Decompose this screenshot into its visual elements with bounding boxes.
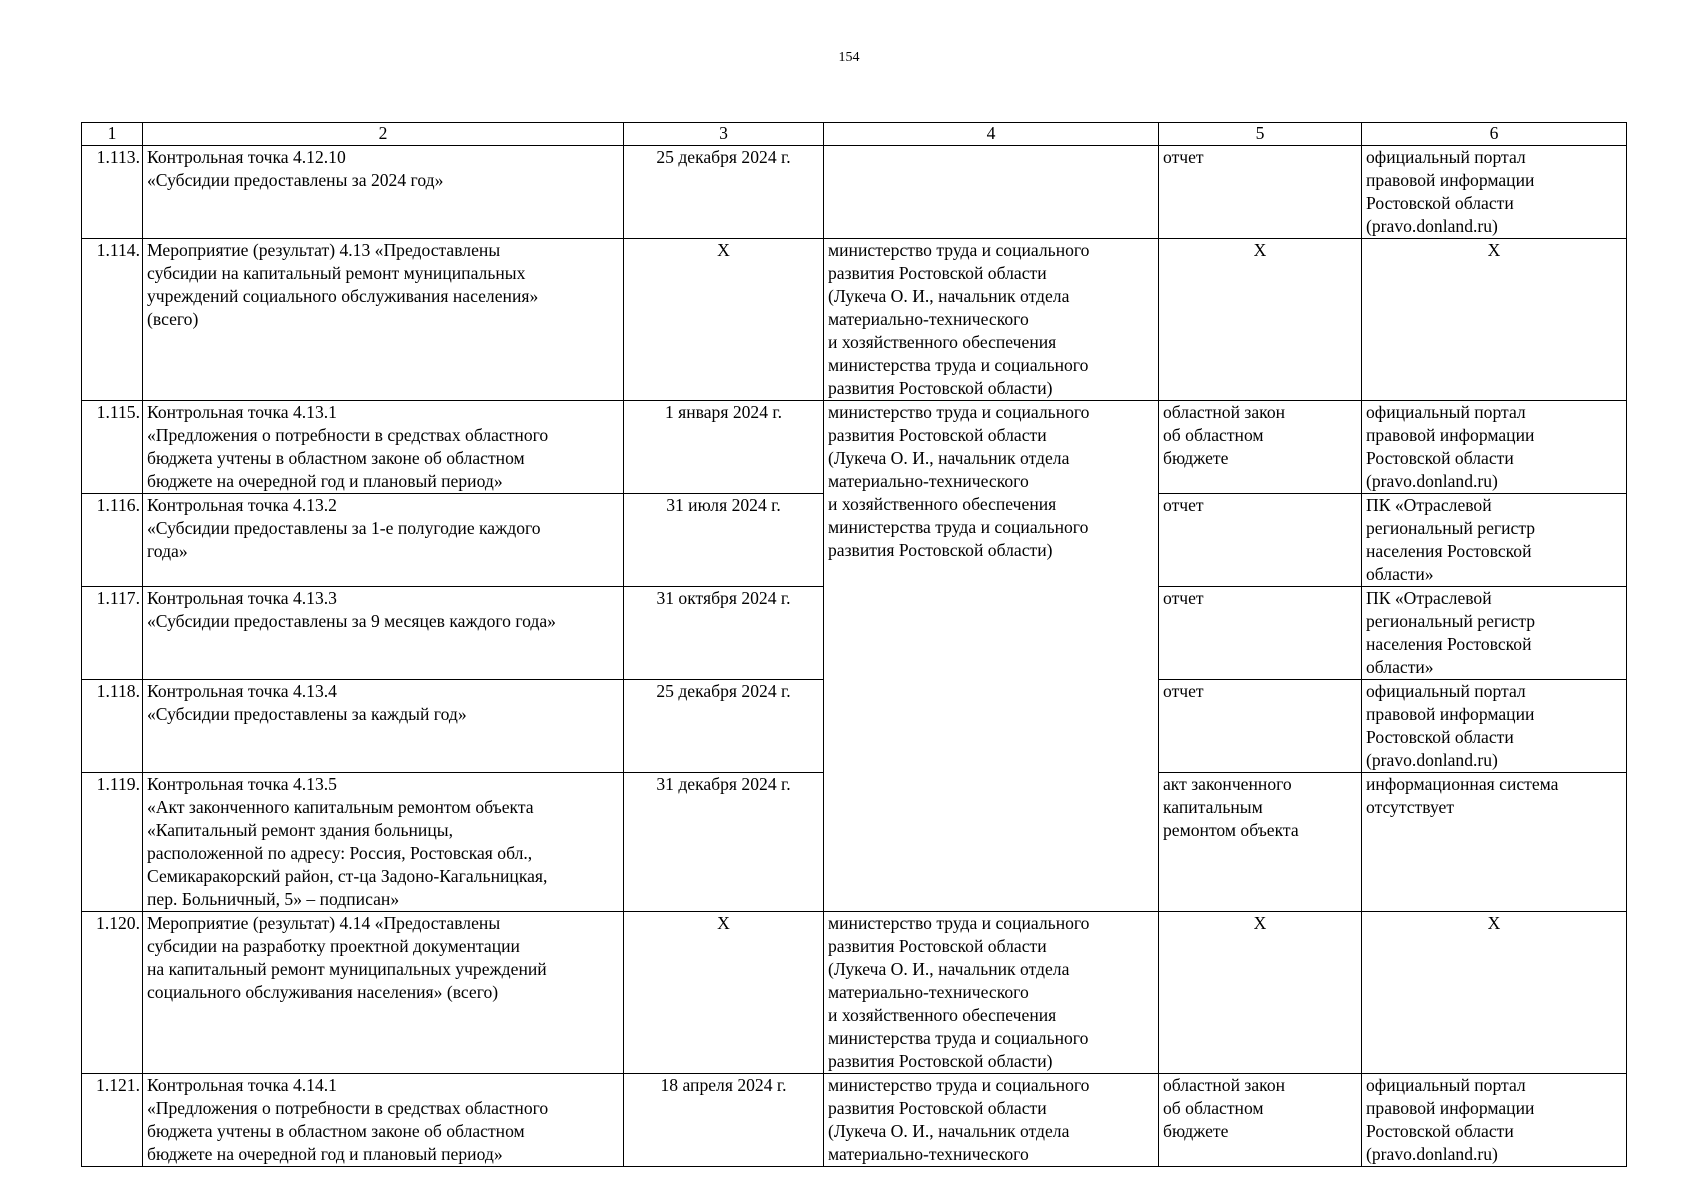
table-row (82, 239, 1627, 401)
row-number: 1.118. (82, 680, 143, 773)
row-info-system: официальный портал правовой информации Ростовской области (pravo.donland.ru) (1362, 680, 1627, 773)
row-name: Контрольная точка 4.13.1 «Предложения о потребности в средствах областного бюджета учтены в областном законе об областном бюджете на очередной год и плановый период» (143, 401, 624, 494)
row-name: Контрольная точка 4.13.3 «Субсидии предоставлены за 9 месяцев каждого года» (143, 587, 624, 680)
row-document: отчет (1159, 680, 1362, 773)
row-info-system: X (1362, 239, 1627, 401)
table-row (82, 912, 1627, 1074)
row-number: 1.115. (82, 401, 143, 494)
header-cell-2: 2 (143, 123, 624, 146)
row-document: отчет (1159, 146, 1362, 239)
row-name: Контрольная точка 4.12.10 «Субсидии предоставлены за 2024 год» (143, 146, 624, 239)
table-row (82, 401, 1627, 494)
header-cell-3: 3 (624, 123, 824, 146)
row-name: Мероприятие (результат) 4.13 «Предоставлены субсидии на капитальный ремонт муниципальных учреждений социального обслуживания населения» (всего) (143, 239, 624, 401)
row-info-system: официальный портал правовой информации Ростовской области (pravo.donland.ru) (1362, 146, 1627, 239)
row-date: 31 октября 2024 г. (624, 587, 824, 680)
row-number: 1.116. (82, 494, 143, 587)
table-row (82, 1074, 1627, 1167)
row-date: 25 декабря 2024 г. (624, 146, 824, 239)
row-document: отчет (1159, 587, 1362, 680)
row-number: 1.119. (82, 773, 143, 912)
row-number: 1.120. (82, 912, 143, 1074)
row-date: 1 января 2024 г. (624, 401, 824, 494)
row-number: 1.121. (82, 1074, 143, 1167)
row-info-system: ПК «Отраслевой региональный регистр населения Ростовской области» (1362, 494, 1627, 587)
header-cell-4: 4 (824, 123, 1159, 146)
row-name: Контрольная точка 4.14.1 «Предложения о потребности в средствах областного бюджета учтены в областном законе об областном бюджете на очередной год и плановый период» (143, 1074, 624, 1167)
row-info-system: информационная система отсутствует (1362, 773, 1627, 912)
row-document: областной закон об областном бюджете (1159, 1074, 1362, 1167)
header-cell-6: 6 (1362, 123, 1627, 146)
row-document: отчет (1159, 494, 1362, 587)
header-cell-5: 5 (1159, 123, 1362, 146)
row-document: X (1159, 912, 1362, 1074)
row-name: Контрольная точка 4.13.4 «Субсидии предоставлены за каждый год» (143, 680, 624, 773)
row-number: 1.113. (82, 146, 143, 239)
row-date: X (624, 239, 824, 401)
row-date: 31 декабря 2024 г. (624, 773, 824, 912)
row-document: акт законченного капитальным ремонтом объекта (1159, 773, 1362, 912)
row-name: Мероприятие (результат) 4.14 «Предоставлены субсидии на разработку проектной документации на капитальный ремонт муниципальных учреждений социального обслуживания населения» (всего) (143, 912, 624, 1074)
control-points-table (81, 122, 1627, 1167)
row-responsible: министерство труда и социального развития Ростовской области (Лукеча О. И., начальник отдела материально-технического (824, 1074, 1159, 1167)
row-info-system: официальный портал правовой информации Ростовской области (pravo.donland.ru) (1362, 1074, 1627, 1167)
header-cell-1: 1 (82, 123, 143, 146)
row-number: 1.117. (82, 587, 143, 680)
row-date: 31 июля 2024 г. (624, 494, 824, 587)
row-name: Контрольная точка 4.13.5 «Акт законченного капитальным ремонтом объекта «Капитальный ремонт здания больницы, расположенной по адресу: Россия, Ростовская обл., Семикаракорский район, ст-ца Задоно-Кагальницкая, пер. Больничный, 5» – подписан» (143, 773, 624, 912)
row-responsible: министерство труда и социального развития Ростовской области (Лукеча О. И., начальник отдела материально-технического и хозяйственного обеспечения министерства труда и социального развития Ростовской области) (824, 401, 1159, 912)
page-number: 154 (838, 50, 860, 65)
row-number: 1.114. (82, 239, 143, 401)
row-responsible: министерство труда и социального развития Ростовской области (Лукеча О. И., начальник отдела материально-технического и хозяйственного обеспечения министерства труда и социального развития Ростовской области) (824, 912, 1159, 1074)
row-responsible (824, 146, 1159, 239)
row-date: X (624, 912, 824, 1074)
table-row (82, 146, 1627, 239)
row-name: Контрольная точка 4.13.2 «Субсидии предоставлены за 1-е полугодие каждого года» (143, 494, 624, 587)
header-row (82, 123, 1627, 146)
row-info-system: ПК «Отраслевой региональный регистр населения Ростовской области» (1362, 587, 1627, 680)
row-responsible: министерство труда и социального развития Ростовской области (Лукеча О. И., начальник отдела материально-технического и хозяйственного обеспечения министерства труда и социального развития Ростовской области) (824, 239, 1159, 401)
row-document: областной закон об областном бюджете (1159, 401, 1362, 494)
row-date: 18 апреля 2024 г. (624, 1074, 824, 1167)
row-document: X (1159, 239, 1362, 401)
row-date: 25 декабря 2024 г. (624, 680, 824, 773)
row-info-system: официальный портал правовой информации Ростовской области (pravo.donland.ru) (1362, 401, 1627, 494)
row-info-system: X (1362, 912, 1627, 1074)
